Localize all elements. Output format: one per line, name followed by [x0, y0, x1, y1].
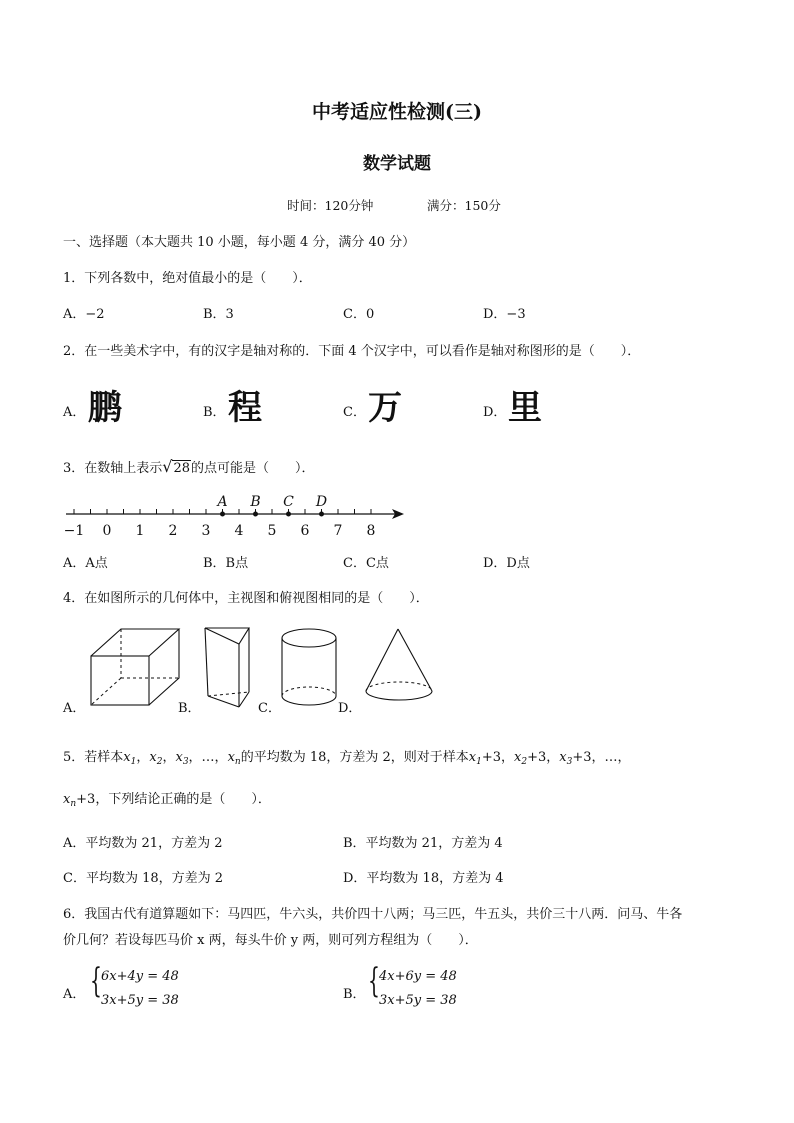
q2-label-a: A． — [63, 405, 86, 420]
q3-stem-pre: 3．在数轴上表示 — [63, 461, 163, 476]
q1-option-a: A．−2 — [63, 307, 105, 322]
number-line-point — [253, 512, 258, 517]
question-6-line2: 价几何？若设每匹马价 x 两，每头牛价 y 两，则可列方程组为（ ）． — [63, 933, 478, 948]
number-line-point-label: A — [217, 494, 228, 510]
question-1: 1．下列各数中，绝对值最小的是（ ）． — [63, 271, 312, 286]
number-line-point — [220, 512, 225, 517]
brace-a: { — [90, 961, 102, 1001]
number-line-label: 4 — [234, 523, 244, 539]
q5-line1-mid: 的平均数为 18，方差为 2，则对于样本 — [240, 750, 469, 765]
number-line-point-label: D — [315, 494, 328, 510]
q5-line1-pre: 5．若样本 — [63, 750, 124, 765]
q4-label-d: D． — [338, 701, 362, 716]
q2-char-d: 里 — [508, 388, 542, 428]
number-line-point — [286, 512, 291, 517]
q6-a-eq1: 6x+4y = 48 — [101, 969, 179, 984]
triangular-prism-figure — [201, 624, 253, 712]
q3-option-d: D．D点 — [483, 556, 530, 571]
q6-a-eq2: 3x+5y = 38 — [101, 993, 179, 1008]
question-4: 4．在如图所示的几何体中，主视图和俯视图相同的是（ ）． — [63, 591, 429, 606]
q2-label-b: B． — [203, 405, 226, 420]
q6-label-a: A． — [63, 987, 86, 1002]
q2-char-a: 鹏 — [88, 388, 122, 428]
q2-label-d: D． — [483, 405, 507, 420]
number-line-label: 0 — [102, 523, 112, 539]
q2-char-c: 万 — [368, 388, 402, 428]
q4-label-c: C． — [258, 701, 281, 716]
q3-option-c: C．C点 — [343, 556, 389, 571]
number-line — [60, 490, 410, 542]
cone-figure — [362, 625, 436, 707]
q5-line2-post: ，下列结论正确的是（ ）． — [95, 792, 271, 807]
number-line-label: 2 — [168, 523, 178, 539]
q3-radicand: 28 — [173, 461, 191, 476]
section-heading: 一、选择题（本大题共 10 小题，每小题 4 分，满分 40 分） — [63, 235, 416, 250]
page-title: 中考适应性检测(三) — [312, 101, 482, 123]
question-2: 2．在一些美术字中，有的汉字是轴对称的．下面 4 个汉字中，可以看作是轴对称图形的是（ ）． — [63, 344, 641, 359]
q6-b-eq1: 4x+6y = 48 — [379, 969, 457, 984]
brace-b: { — [368, 961, 380, 1001]
q3-stem-post: 的点可能是（ ）． — [191, 461, 315, 476]
q1-option-c: C．0 — [343, 307, 375, 322]
q5-option-a: A．平均数为 21，方差为 2 — [63, 836, 223, 851]
number-line-label: 8 — [366, 523, 376, 539]
exam-time: 时间：120分钟 — [287, 198, 374, 213]
question-5-line2: $x_n+3$，下列结论正确的是（ ）． — [63, 792, 271, 809]
number-line-label: 3 — [201, 523, 211, 539]
number-line-point — [319, 512, 324, 517]
q1-option-b: B．3 — [203, 307, 234, 322]
q6-b-eq2: 3x+5y = 38 — [379, 993, 457, 1008]
q4-label-a: A． — [63, 701, 86, 716]
q3-option-a: A．A点 — [63, 556, 108, 571]
number-line-label: 6 — [300, 523, 310, 539]
q2-char-b: 程 — [228, 388, 262, 428]
number-line-label: 1 — [135, 523, 145, 539]
q3-option-b: B．B点 — [203, 556, 249, 571]
question-6-line1: 6．我国古代有道算题如下：马四匹，牛六头，共价四十八两；马三匹，牛五头，共价三十八两．问马、牛各 — [63, 907, 683, 922]
number-line-point-label: C — [283, 494, 294, 510]
q4-label-b: B． — [178, 701, 201, 716]
q5-option-b: B．平均数为 21，方差为 4 — [343, 836, 503, 851]
cube-figure — [88, 626, 182, 708]
q2-label-c: C． — [343, 405, 366, 420]
q5-option-d: D．平均数为 18，方差为 4 — [343, 871, 504, 886]
q1-option-d: D．−3 — [483, 307, 526, 322]
number-line-point-label: B — [250, 494, 261, 510]
q6-label-b: B． — [343, 987, 366, 1002]
q5-option-c: C．平均数为 18，方差为 2 — [63, 871, 224, 886]
exam-score: 满分：150分 — [427, 198, 501, 213]
question-3 — [63, 457, 315, 476]
question-5-line1: 5．若样本$x_1$，$x_2$，$x_3$，…，$x_n$的平均数为 18，方差为 2，则对于样本$x_1+3$，$x_2+3$，$x_3+3$，…， — [63, 750, 631, 767]
number-line-label: 7 — [333, 523, 343, 539]
number-line-label: −1 — [63, 523, 85, 539]
cylinder-figure — [278, 625, 340, 711]
number-line-label: 5 — [267, 523, 277, 539]
page-subtitle: 数学试题 — [363, 154, 431, 174]
sqrt-symbol: √ — [162, 457, 173, 476]
